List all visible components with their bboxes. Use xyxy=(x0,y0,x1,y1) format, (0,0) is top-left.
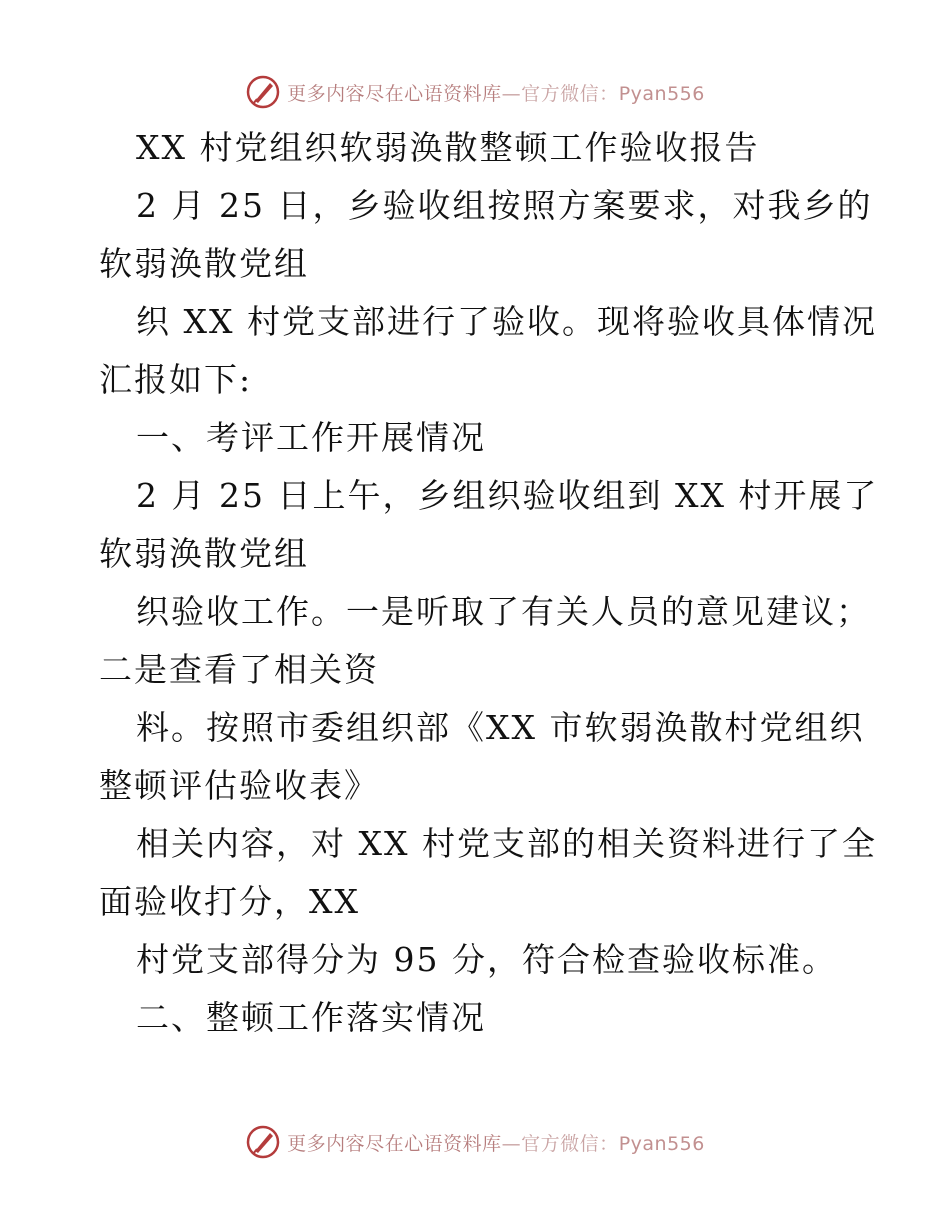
paragraph-line: 软弱涣散党组 xyxy=(99,244,309,283)
watermark-header xyxy=(0,74,950,110)
section-heading: 二、整顿工作落实情况 xyxy=(136,998,486,1037)
paragraph-line: 料。按照市委组织部《XX 市软弱涣散村党组织 xyxy=(136,708,865,747)
paragraph-line: 2 月 25 日上午，乡组织验收组到 XX 村开展了 xyxy=(136,476,879,515)
paragraph-line: 软弱涣散党组 xyxy=(99,534,309,573)
paragraph-line: 面验收打分，XX xyxy=(99,882,360,921)
paragraph-line: 2 月 25 日，乡验收组按照方案要求，对我乡的 xyxy=(136,186,873,225)
watermark-dash: — xyxy=(501,82,522,105)
watermark-text xyxy=(287,79,705,106)
watermark-main: 更多内容尽在心语资料库 xyxy=(287,1132,502,1155)
watermark-dash: — xyxy=(501,1132,522,1155)
watermark-wechat-label: 官方微信： xyxy=(521,82,619,105)
watermark-wechat-label: 官方微信： xyxy=(521,1132,619,1155)
paragraph-line: 织验收工作。一是听取了有关人员的意见建议； xyxy=(136,592,871,631)
watermark-handle: Pyan556 xyxy=(618,1132,705,1155)
watermark-main: 更多内容尽在心语资料库 xyxy=(287,82,502,105)
paragraph-line: 汇报如下: xyxy=(99,360,253,399)
paragraph-line: 二是查看了相关资 xyxy=(99,650,379,689)
quill-circle-icon xyxy=(245,74,281,110)
watermark-handle: Pyan556 xyxy=(618,82,705,105)
watermark-footer xyxy=(0,1124,950,1160)
section-heading: 一、考评工作开展情况 xyxy=(136,418,486,457)
paragraph-line: 相关内容，对 XX 村党支部的相关资料进行了全 xyxy=(136,824,877,863)
paragraph-line: 整顿评估验收表》 xyxy=(99,766,379,805)
document-title: XX 村党组织软弱涣散整顿工作验收报告 xyxy=(136,128,760,167)
paragraph-line: 织 XX 村党支部进行了验收。现将验收具体情况 xyxy=(136,302,877,341)
quill-circle-icon xyxy=(245,1124,281,1160)
paragraph-line: 村党支部得分为 95 分，符合检查验收标准。 xyxy=(136,940,837,979)
watermark-text xyxy=(287,1129,705,1156)
